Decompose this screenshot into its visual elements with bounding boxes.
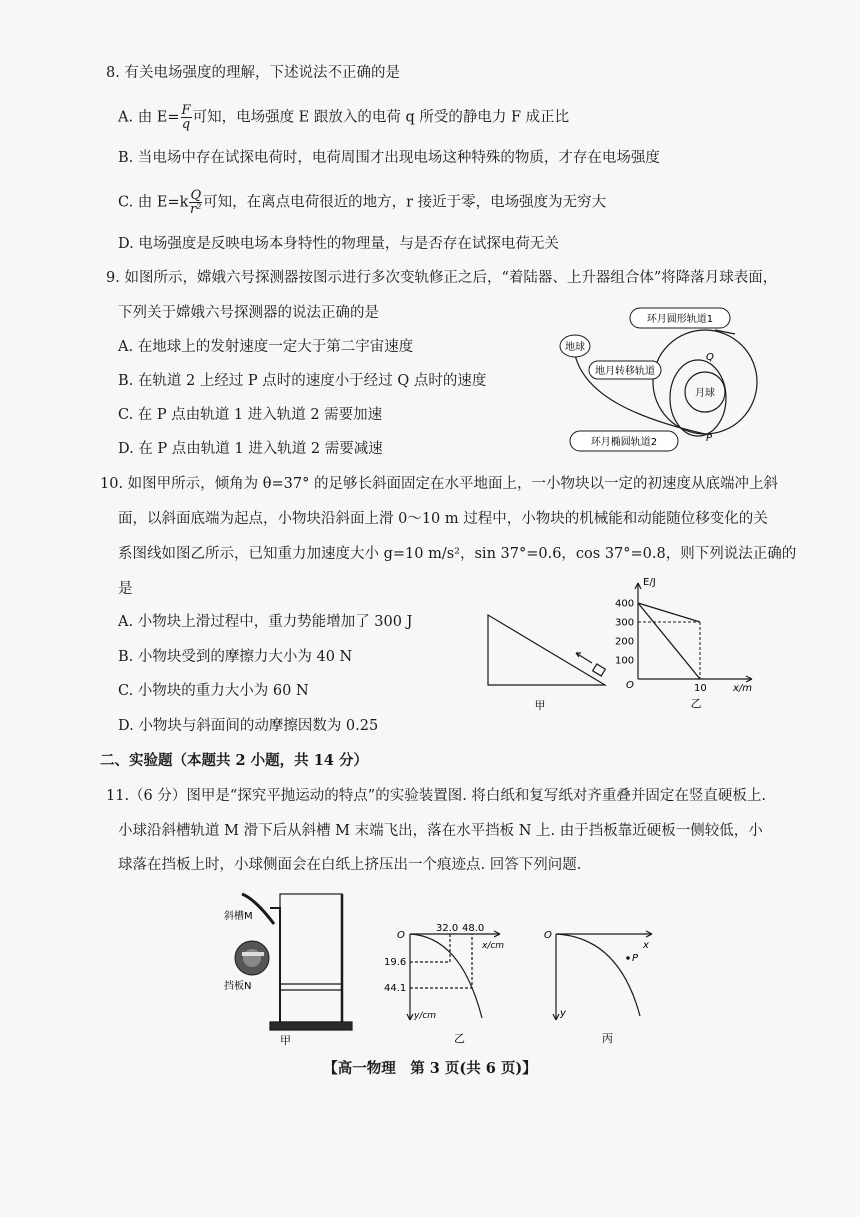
board-rect: [280, 894, 342, 1022]
q9-option-b: B. 在轨道 2 上经过 P 点时的速度小于经过 Q 点时的速度: [118, 373, 487, 389]
x-value-2: 48.0: [462, 923, 485, 934]
x-axis-label: x: [643, 940, 649, 951]
point-q-label: Q: [706, 352, 714, 363]
orbit2-label: 环月椭圆轨道2: [590, 437, 658, 448]
earth-label: 地球: [565, 342, 585, 353]
q9-orbit-diagram: [555, 300, 785, 465]
q9-option-c: C. 在 P 点由轨道 1 进入轨道 2 需要加速: [118, 407, 383, 423]
y-tick-label: 400: [615, 598, 635, 610]
q9-stem-line1: 9. 如图所示，嫦娥六号探测器按图示进行多次变轨修正之后，“着陆器、上升器组合体”将降落月球表面，: [106, 270, 778, 286]
page-footer: 【高一物理 第 3 页(共 6 页)】: [323, 1060, 537, 1077]
q11-fig-jia-caption: 甲: [280, 1034, 291, 1047]
q10-option-d: D. 小物块与斜面间的动摩擦因数为 0.25: [118, 718, 379, 734]
q9-option-a: A. 在地球上的发射速度一定大于第二宇宙速度: [118, 339, 414, 355]
q11-fig-yi-caption: 乙: [454, 1032, 465, 1045]
incline-triangle: [488, 615, 605, 685]
origin-label: O: [397, 930, 405, 941]
q10-stem-line2: 面，以斜面底端为起点，小物块沿斜面上滑 0～10 m 过程中，小物块的机械能和动能随位移变化的关: [118, 511, 768, 527]
q10-fig-yi-caption: 乙: [690, 697, 702, 710]
point-p-label: P: [632, 953, 639, 964]
q10-option-b: B. 小物块受到的摩擦力大小为 40 N: [118, 649, 353, 665]
y-axis-label: E/J: [643, 577, 656, 588]
y-tick-label: 300: [615, 617, 635, 629]
q10-incline-figure: [480, 605, 620, 715]
section-2-title: 二、实验题（本题共 2 小题，共 14 分）: [100, 752, 368, 769]
base-rect: [270, 1022, 352, 1030]
q11-stem-line1: 11.（6 分）图甲是“探究平抛运动的特点”的实验装置图. 将白纸和复写纸对齐重叠并固定在竖直硬板上.: [106, 788, 767, 804]
q10-energy-chart: [612, 575, 762, 715]
x-axis-label: x/m: [733, 683, 753, 694]
y-tick-label: 100: [615, 655, 635, 667]
baffle-n-lines: [280, 984, 342, 990]
fraction-q-over-r2: $\frac{Q}{\text{r²}}$: [190, 188, 202, 217]
q8-option-c: C. 由 E=k $\frac{Q}{\text{r²}}$ 可知，在离点电荷很近的地方，r 接近于零，电场强度为无穷大: [118, 188, 607, 217]
q11-apparatus-figure: [222, 888, 357, 1048]
q11-stem-line3: 球落在挡板上时，小球侧面会在白纸上挤压出一个痕迹点. 回答下列问题.: [118, 857, 582, 873]
q10-stem-line4: 是: [118, 581, 133, 597]
origin-label: O: [544, 930, 552, 941]
q10-option-c: C. 小物块的重力大小为 60 N: [118, 683, 309, 699]
y-value-2: 44.1: [384, 983, 407, 994]
origin-label: O: [626, 680, 634, 691]
moon-label: 月球: [695, 388, 715, 399]
block-rect: [593, 664, 606, 676]
point-p-dot: [626, 956, 630, 960]
x-axis-label: x/cm: [482, 941, 505, 951]
q11-trajectory-data-figure: [382, 920, 522, 1050]
q8-option-a: A. 由 E= $\frac{F}{q}$ 可知，电场强度 E 跟放入的电荷 q 所受的静电力 F 成正比: [118, 103, 570, 132]
x-value-1: 32.0: [436, 923, 459, 934]
trajectory-curve: [556, 934, 640, 1016]
y-value-1: 19.6: [384, 957, 407, 968]
trajectory-curve: [410, 934, 482, 1018]
q11-fig-bing-caption: 丙: [602, 1032, 613, 1045]
q10-option-a: A. 小物块上滑过程中，重力势能增加了 300 J: [118, 614, 413, 630]
fraction-f-over-q: $\frac{F}{q}$: [181, 103, 191, 132]
q10-fig-jia-caption: 甲: [534, 699, 546, 712]
q8-stem: 8. 有关电场强度的理解，下述说法不正确的是: [106, 65, 400, 81]
orbit1-label: 环月圆形轨道1: [646, 314, 714, 325]
velocity-arrow: [576, 653, 592, 663]
transfer-label: 地月转移轨道: [595, 366, 655, 377]
y-tick-label: 200: [615, 636, 635, 648]
q9-option-d: D. 在 P 点由轨道 1 进入轨道 2 需要减速: [118, 441, 383, 457]
q9-stem-line2: 下列关于嫦娥六号探测器的说法正确的是: [118, 305, 379, 321]
q11-stem-line2: 小球沿斜槽轨道 M 滑下后从斜槽 M 末端飞出，落在水平挡板 N 上. 由于挡板靠近硬板一侧较低，小: [118, 823, 763, 839]
series-line-1: [638, 603, 700, 622]
q8-option-d: D. 电场强度是反映电场本身特性的物理量，与是否存在试探电荷无关: [118, 236, 559, 252]
q8-option-b: B. 当电场中存在试探电荷时，电荷周围才出现电场这种特殊的物质，才存在电场强度: [118, 150, 660, 166]
point-p-label: P: [706, 433, 713, 444]
y-axis-label: y: [560, 1008, 566, 1019]
y-axis-label: y/cm: [414, 1011, 437, 1021]
q10-stem-line3: 系图线如图乙所示，已知重力加速度大小 g=10 m/s²，sin 37°=0.6，cos 37°=0.8，则下列说法正确的: [118, 546, 797, 562]
x-tick-label: 10: [694, 683, 707, 694]
q10-stem-line1: 10. 如图甲所示，倾角为 θ=37° 的足够长斜面固定在水平地面上，一小物块以一定的初速度从底端冲上斜: [100, 476, 778, 492]
series-line-2: [638, 603, 700, 679]
baffle-n-label: 挡板N: [224, 981, 252, 992]
orbit1-circle: [653, 330, 757, 434]
chute-m-label: 斜槽M: [224, 911, 253, 922]
q11-trajectory-blank-figure: [540, 920, 670, 1050]
